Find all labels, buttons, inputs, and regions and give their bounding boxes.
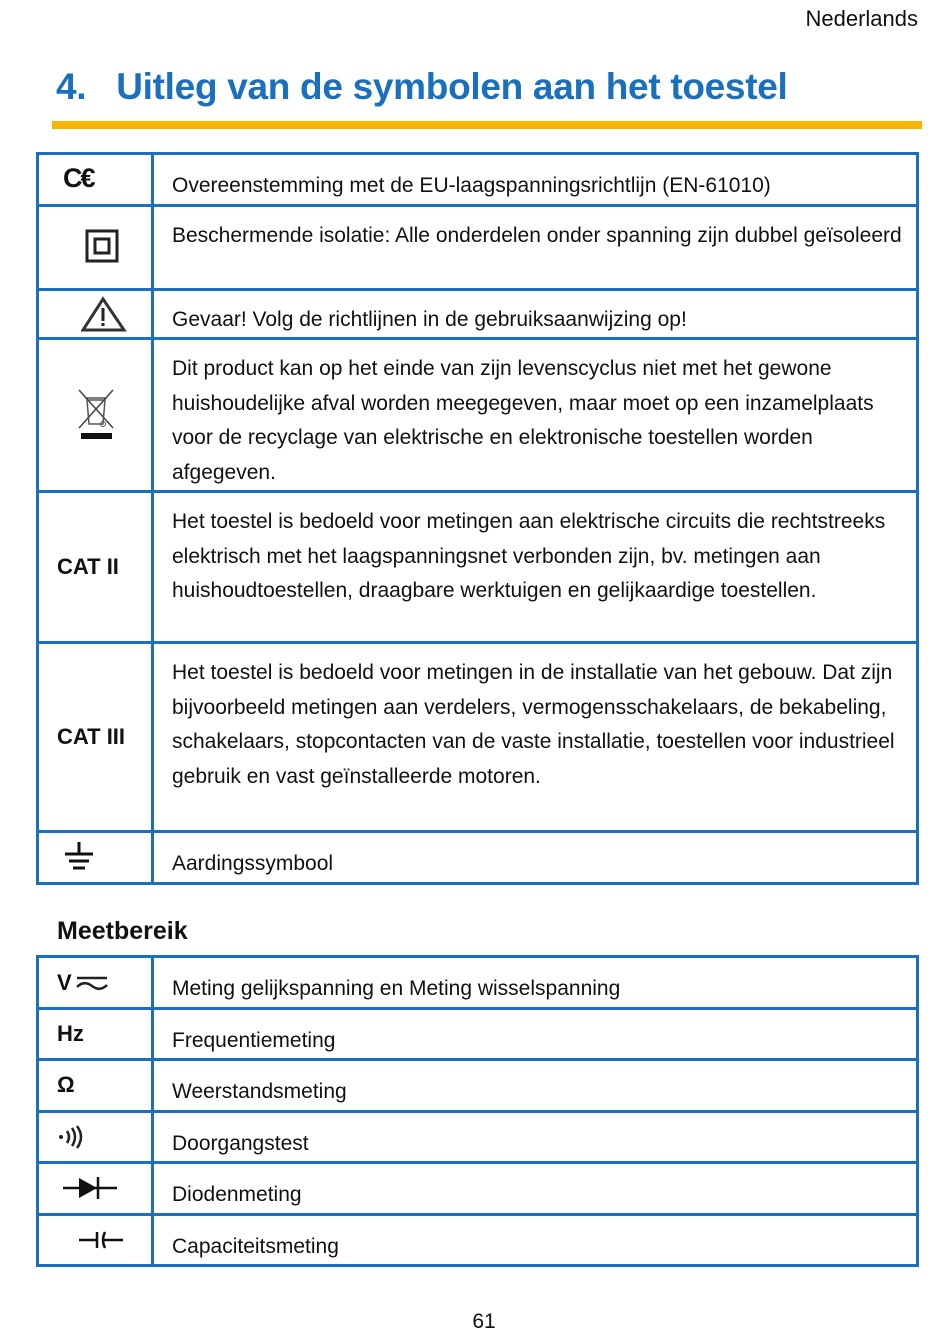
table-row (38, 832, 918, 884)
table-row (38, 154, 918, 206)
ac-dc-icon (75, 973, 109, 993)
table-row (38, 339, 918, 492)
ce-mark-icon: C€ (38, 154, 153, 206)
symbol-description: Dit product kan op het einde van zijn levenscyclus niet met het gewone huishoudelijke afval worden meegegeven, maar moet op een inzamelplaats voor de recyclage van elektrische en elektronische toestellen worden afgegeven. (153, 339, 918, 492)
double-insulation-icon (38, 205, 153, 289)
table-row (38, 1214, 918, 1266)
range-description: Frequentiemeting (153, 1008, 918, 1060)
ground-icon (38, 832, 153, 884)
range-description: Doorgangstest (153, 1111, 918, 1163)
page-number: 61 (472, 1310, 496, 1333)
table-row (38, 205, 918, 289)
table-row (38, 1060, 918, 1112)
cat-ii-label: CAT II (38, 492, 153, 643)
table-row (38, 1008, 918, 1060)
cat-iii-label: CAT III (38, 643, 153, 832)
measurement-range-heading: Meetbereik (57, 917, 188, 945)
symbols-table (36, 152, 919, 885)
table-row (38, 643, 918, 832)
ohm-label: Ω (38, 1060, 153, 1112)
table-row (38, 1163, 918, 1215)
table-row (38, 492, 918, 643)
section-title: 4. Uitleg van de symbolen aan het toestel (56, 66, 788, 107)
symbol-description: Beschermende isolatie: Alle onderdelen onder spanning zijn dubbel geïsoleerd (153, 205, 918, 289)
range-description: Capaciteitsmeting (153, 1214, 918, 1266)
table-row (38, 1111, 918, 1163)
hz-label: Hz (38, 1008, 153, 1060)
range-description: Weerstandsmeting (153, 1060, 918, 1112)
symbol-description: Aardingssymbool (153, 832, 918, 884)
symbol-description: Het toestel is bedoeld voor metingen aan elektrische circuits die rechtstreeks elektrisch met het laagspanningsnet verbonden zijn, bv. metingen aan huishoudtoestellen, draagbare werktuigen en gelijkaardige toestellen. (153, 492, 918, 643)
ac-dc-voltage-symbol: V (38, 957, 153, 1009)
weee-crossed-bin-icon (38, 339, 153, 492)
symbol-description: Overeenstemming met de EU-laagspanningsrichtlijn (EN-61010) (153, 154, 918, 206)
table-row (38, 289, 918, 339)
diode-icon (38, 1163, 153, 1215)
measurement-range-table (36, 955, 919, 1267)
continuity-beeper-icon (38, 1111, 153, 1163)
range-description: Meting gelijkspanning en Meting wisselspanning (153, 957, 918, 1009)
symbol-description: Gevaar! Volg de richtlijnen in de gebruiksaanwijzing op! (153, 289, 918, 339)
symbol-description: Het toestel is bedoeld voor metingen in de installatie van het gebouw. Dat zijn bijvoorbeeld metingen aan verdelers, vermogensschakelaars, de bekabeling, schakelaars, stopcontacten van de vaste installatie, toestellen voor industrieel gebruik en vast geïnstalleerde motoren. (153, 643, 918, 832)
capacitor-icon (38, 1214, 153, 1266)
range-description: Diodenmeting (153, 1163, 918, 1215)
table-row (38, 957, 918, 1009)
warning-triangle-icon (38, 289, 153, 339)
title-underline (52, 121, 922, 129)
language-label: Nederlands (805, 6, 918, 31)
